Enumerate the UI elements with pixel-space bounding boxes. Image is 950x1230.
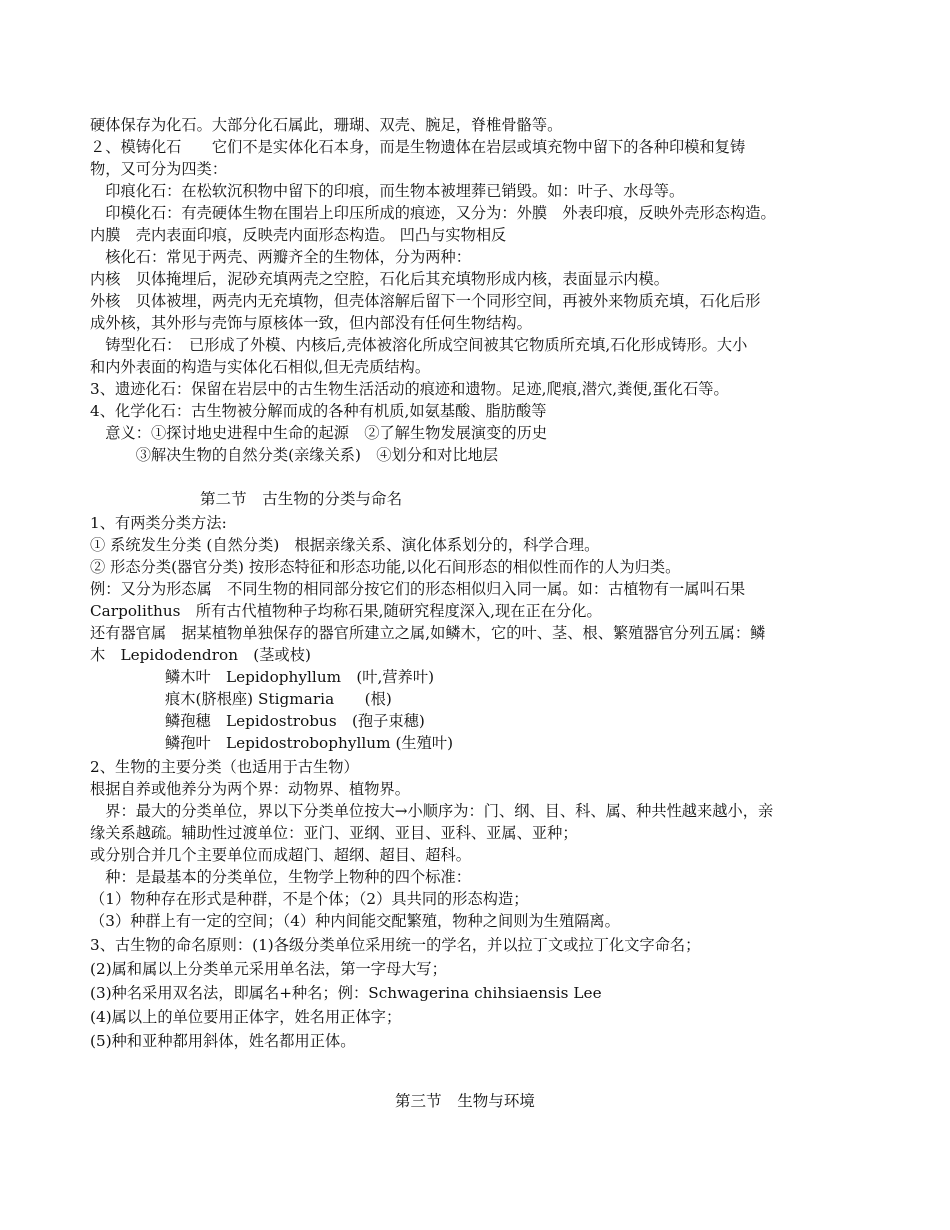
text-line: （3）种群上有一定的空间；（4）种内间能交配繁殖，物种之间则为生殖隔离。 <box>90 912 620 930</box>
text-line: 内核 贝体掩埋后，泥砂充填两壳之空腔，石化后其充填物形成内核，表面显示内模。 <box>90 270 670 288</box>
text-line: 核化石：常见于两壳、两瓣齐全的生物体，分为两种： <box>90 248 471 266</box>
text-line: 缘关系越疏。辅助性过渡单位：亚门、亚纲、亚目、亚科、亚属、亚种； <box>90 824 578 842</box>
text-line: 和内外表面的构造与实体化石相似,但无壳质结构。 <box>90 358 431 376</box>
text-line: (5)种和亚种都用斜体，姓名都用正体。 <box>90 1032 356 1050</box>
text-line: 3、古生物的命名原则：(1)各级分类单位采用统一的学名，并以拉丁文或拉丁化文字命名； <box>90 936 701 954</box>
text-line: 鳞木叶 Lepidophyllum (叶,营养叶) <box>165 668 435 686</box>
text-line: 种：是最基本的分类单位，生物学上物种的四个标准： <box>90 868 471 886</box>
text-line: 成外核，其外形与壳饰与原核体一致，但内部没有任何生物结构。 <box>90 314 532 332</box>
text-line: (2)属和属以上分类单元采用单名法，第一字母大写； <box>90 960 447 978</box>
text-line: 1、有两类分类方法: <box>90 514 227 532</box>
text-line: Carpolithus 所有古代植物种子均称石果,随研究程度深入,现在正在分化。 <box>90 602 602 620</box>
text-line: 内膜 壳内表面印痕，反映壳内面形态构造。 凹凸与实物相反 <box>90 226 507 244</box>
text-line: 4、化学化石：古生物被分解而成的各种有机质,如氨基酸、脂肪酸等 <box>90 402 547 420</box>
text-line: (3)种名采用双名法，即属名+种名；例：Schwagerina chihsiaensis Lee <box>90 984 602 1002</box>
text-line: 或分别合并几个主要单位而成超门、超纲、超目、超科。 <box>90 846 471 864</box>
text-line: 痕木(脐根座) Stigmaria (根) <box>165 690 392 708</box>
text-line: 鳞孢穗 Lepidostrobus (孢子束穗) <box>165 712 425 730</box>
text-line: ② 形态分类(器官分类) 按形态特征和形态功能,以化石间形态的相似性而作的人为归类。 <box>90 558 681 576</box>
text-line: ２、模铸化石 它们不是实体化石本身，而是生物遗体在岩层或填充物中留下的各种印模和复铸 <box>90 138 746 156</box>
text-line: 外核 贝体被埋，两壳内无充填物，但壳体溶解后留下一个同形空间，再被外来物质充填，石化后形 <box>90 292 761 310</box>
text-line: 根据自养或他养分为两个界：动物界、植物界。 <box>90 780 410 798</box>
text-line: ③解决生物的自然分类(亲缘关系) ④划分和对比地层 <box>90 446 499 464</box>
text-line: (4)属以上的单位要用正体字，姓名用正体字； <box>90 1008 402 1026</box>
section-heading: 第二节 古生物的分类与命名 <box>200 490 403 508</box>
text-line: ① 系统发生分类 (自然分类) 根据亲缘关系、演化体系划分的，科学合理。 <box>90 536 600 554</box>
text-line: 还有器官属 据某植物单独保存的器官所建立之属,如鳞木，它的叶、茎、根、繁殖器官分列五属：鳞 <box>90 624 766 642</box>
text-line: 例：又分为形态属 不同生物的相同部分按它们的形态相似归入同一属。如：古植物有一属叫石果 <box>90 580 746 598</box>
text-line: 木 Lepidodendron (茎或枝) <box>90 646 311 664</box>
text-line: 3、遗迹化石：保留在岩层中的古生物生活活动的痕迹和遗物。足迹,爬痕,潜穴,粪便,蛋化石等。 <box>90 380 729 398</box>
text-line: 印痕化石：在松软沉积物中留下的印痕，而生物本被埋葬已销毁。如：叶子、水母等。 <box>90 182 685 200</box>
text-line: 意义：①探讨地史进程中生命的起源 ②了解生物发展演变的历史 <box>90 424 548 442</box>
text-line: 印模化石：有壳硬体生物在围岩上印压所成的痕迹，又分为：外膜 外表印痕，反映外壳形态构造。 <box>90 204 776 222</box>
text-line: （1）物种存在形式是种群，不是个体；（2）具共同的形态构造； <box>90 890 529 908</box>
text-line: 硬体保存为化石。大部分化石属此，珊瑚、双壳、腕足，脊椎骨骼等。 <box>90 116 563 134</box>
text-line: 界：最大的分类单位，界以下分类单位按大→小顺序为：门、纲、目、科、属、种共性越来越小，亲 <box>90 802 774 820</box>
text-line: 鳞孢叶 Lepidostrobophyllum (生殖叶) <box>165 734 454 752</box>
section-heading: 第三节 生物与环境 <box>395 1092 535 1110</box>
text-line: 2、生物的主要分类（也适用于古生物） <box>90 758 359 776</box>
text-line: 物，又可分为四类： <box>90 160 228 178</box>
text-line: 铸型化石： 已形成了外模、内核后,壳体被溶化所成空间被其它物质所充填,石化形成铸形。大小 <box>90 336 748 354</box>
